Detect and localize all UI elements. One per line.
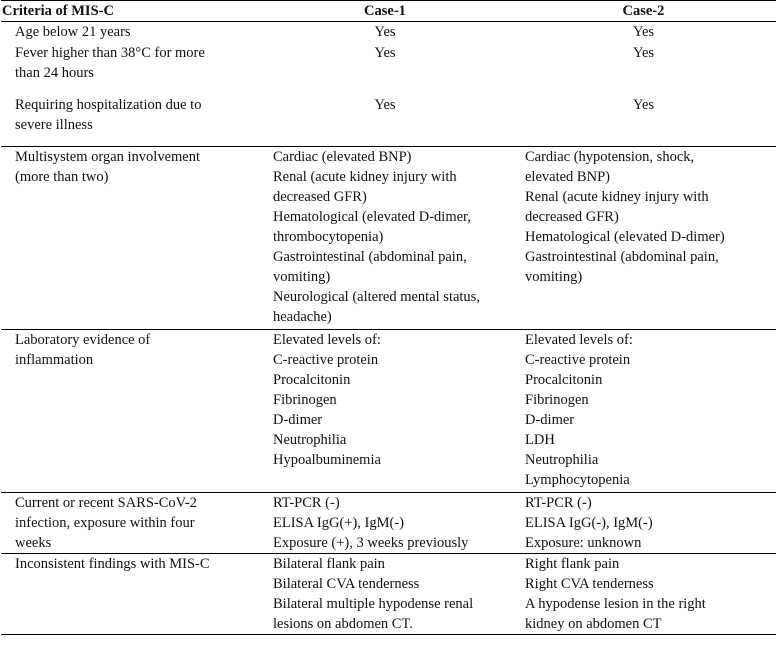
age-case2: Yes [632, 24, 655, 40]
lab-criteria: Laboratory evidence of inflammation [1, 330, 259, 493]
row-age [1, 22, 776, 43]
incons-criteria: Inconsistent findings with MIS-C [1, 554, 259, 635]
header-case2: Case-2 [511, 1, 776, 22]
fever-criteria: Fever higher than 38°C for more than 24 hours [15, 44, 205, 81]
lab-case1: Elevated levels of: C-reactive protein Procalcitonin Fibrinogen D-dimer Neutrophilia Hypoalbuminemia [259, 330, 511, 493]
incons-case2: Right flank pain Right CVA tenderness A hypodense lesion in the right kidney on abdomen CT [511, 554, 776, 635]
hosp-criteria: Requiring hospitalization due to severe illness [1, 95, 259, 147]
table-header [1, 1, 776, 22]
row-lab-evidence [1, 330, 776, 493]
fever-case2: Yes [632, 44, 655, 61]
organ-case2: Cardiac (hypotension, shock, elevated BNP) Renal (acute kidney injury with decreased GFR) Hematological (elevated D-dimer) Gastrointestinal (abdominal pain, vomiting) [511, 147, 776, 330]
age-criteria: Age below 21 years [15, 24, 131, 40]
row-hospitalization [1, 95, 776, 147]
fever-case1: Yes [374, 44, 396, 61]
mis-c-criteria-table [1, 0, 776, 635]
organ-criteria: Multisystem organ involvement (more than two) [1, 147, 259, 330]
row-fever [1, 43, 776, 95]
age-case1: Yes [374, 24, 396, 40]
sars-criteria: Current or recent SARS-CoV-2 infection, exposure within four weeks [1, 493, 259, 554]
organ-case1: Cardiac (elevated BNP) Renal (acute kidney injury with decreased GFR) Hematological (elevated D-dimer, thrombocytopenia) Gastrointestinal (abdominal pain, vomiting) Neurological (altered mental status, headache) [259, 147, 511, 330]
header-criteria: Criteria of MIS-C [1, 1, 259, 22]
row-sars-cov-2 [1, 493, 776, 554]
hosp-case2: Yes [511, 95, 776, 147]
sars-case1: RT-PCR (-) ELISA IgG(+), IgM(-) Exposure (+), 3 weeks previously [259, 493, 511, 554]
sars-case2: RT-PCR (-) ELISA IgG(-), IgM(-) Exposure: unknown [511, 493, 776, 554]
incons-case1: Bilateral flank pain Bilateral CVA tenderness Bilateral multiple hypodense renal lesions on abdomen CT. [259, 554, 511, 635]
row-organ-involvement [1, 147, 776, 330]
header-case1: Case-1 [259, 1, 511, 22]
row-inconsistent-findings [1, 554, 776, 635]
hosp-case1: Yes [259, 95, 511, 147]
lab-case2: Elevated levels of: C-reactive protein Procalcitonin Fibrinogen D-dimer LDH Neutrophilia Lymphocytopenia [511, 330, 776, 493]
